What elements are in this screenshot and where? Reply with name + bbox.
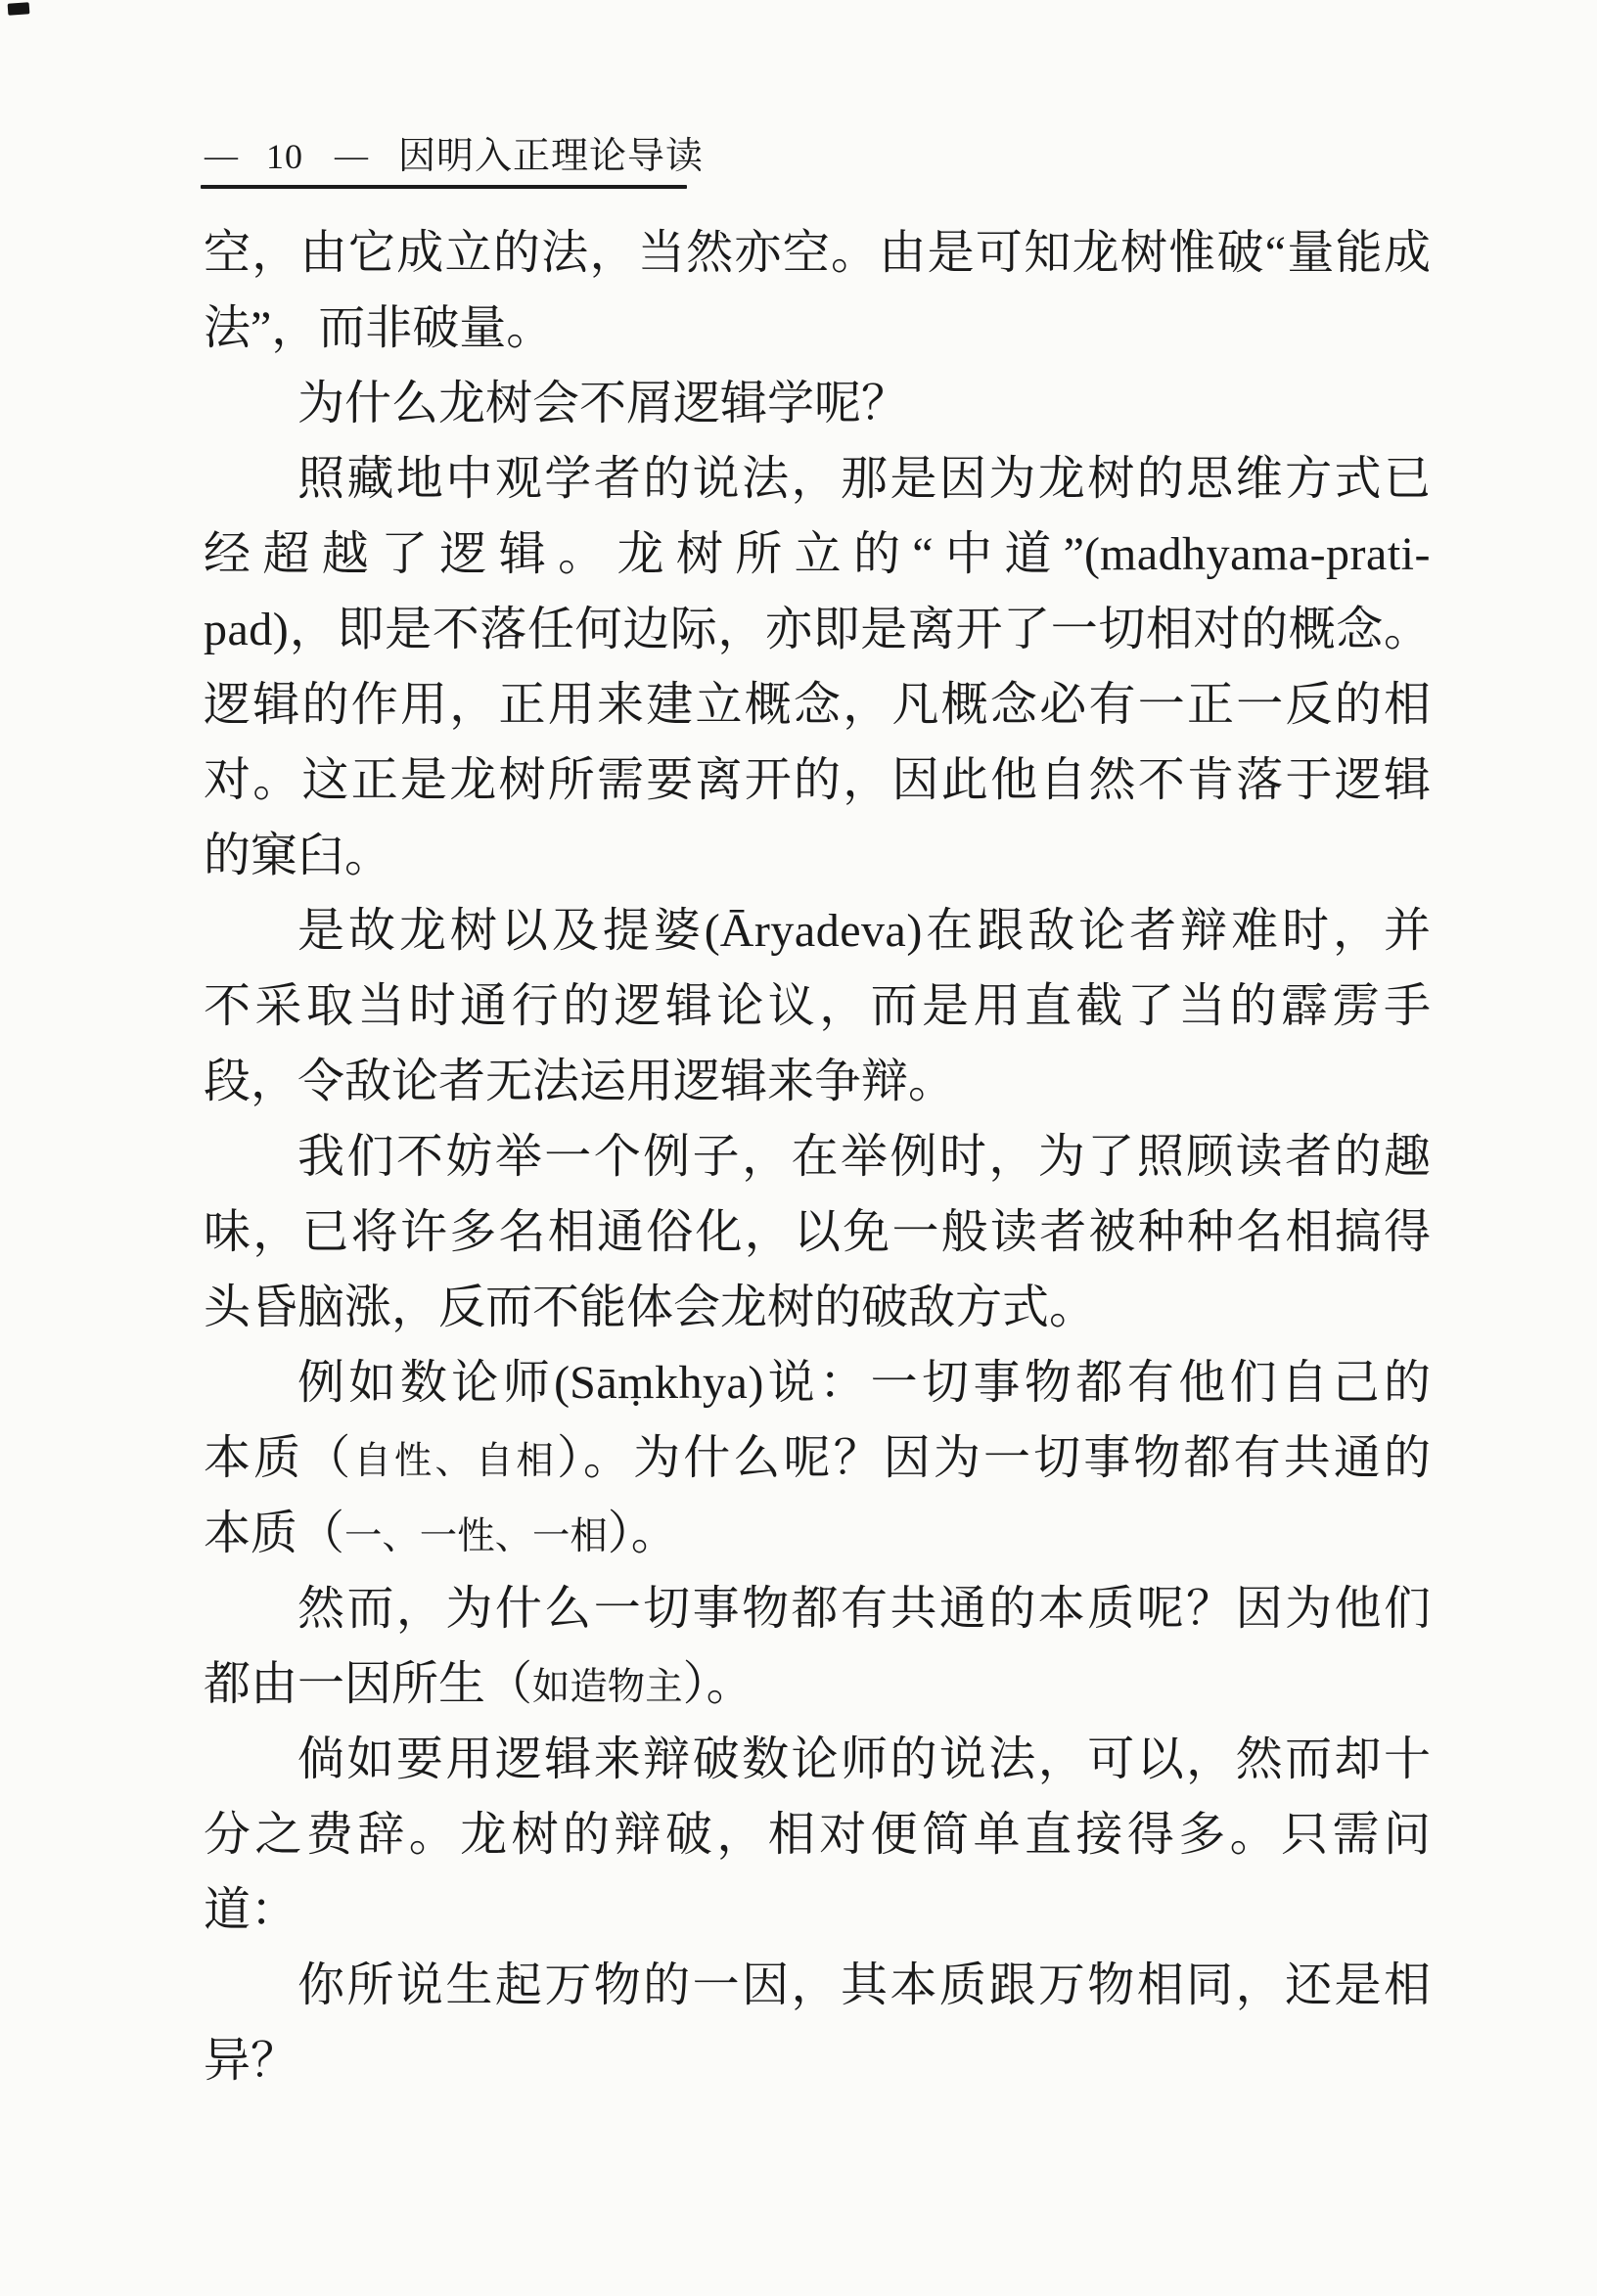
text-line xyxy=(204,1420,1431,1496)
text-line xyxy=(204,893,1431,968)
page-number: 10 xyxy=(266,137,303,176)
header-rule xyxy=(201,185,687,189)
cjk-text: 本质（ xyxy=(204,1432,354,1484)
cjk-text: 是故龙树以及提婆( xyxy=(297,905,720,957)
text-line xyxy=(204,215,1431,291)
cjk-text: 然而，为什么一切事物都有共通的本质呢？因为他们 xyxy=(297,1583,1431,1635)
text-line xyxy=(204,291,1431,366)
latin-term: pad) xyxy=(204,604,290,655)
cjk-text: 的窠臼。 xyxy=(204,830,392,881)
scan-artifact-mark xyxy=(8,2,30,16)
text-line xyxy=(204,1722,1431,1797)
cjk-text: 逻辑的作用，正用来建立概念，凡概念必有一正一反的相 xyxy=(204,679,1431,731)
latin-term: Sāṃkhya xyxy=(570,1357,749,1409)
page-header xyxy=(201,135,704,178)
text-line xyxy=(204,818,1431,893)
cjk-text: ）。 xyxy=(682,1658,753,1710)
text-line xyxy=(204,1044,1431,1119)
cjk-text: 例如数论师( xyxy=(297,1357,570,1409)
small-annotation: 自性、自相 xyxy=(353,1441,557,1482)
cjk-text: 不采取当时通行的逻辑论议，而是用直截了当的霹雳手 xyxy=(204,980,1431,1032)
cjk-text: 你所说生起万物的一因，其本质跟万物相同，还是相 xyxy=(297,1959,1431,2011)
cjk-text: 经超越了逻辑。龙树所立的“中道”( xyxy=(204,528,1100,580)
text-line xyxy=(204,1194,1431,1270)
text-line xyxy=(204,968,1431,1044)
text-line xyxy=(204,1496,1431,1571)
cjk-text: 道： xyxy=(204,1884,298,1936)
text-line xyxy=(204,1797,1431,1872)
cjk-text: 法”，而非破量。 xyxy=(204,302,554,354)
header-dash-left: — xyxy=(205,138,239,174)
cjk-text: 分之费辞。龙树的辩破，相对便简单直接得多。只需问 xyxy=(204,1809,1431,1861)
cjk-text: )说：一切事物都有他们自己的 xyxy=(748,1357,1431,1409)
cjk-text: 段，令敌论者无法运用逻辑来争辩。 xyxy=(204,1056,956,1107)
text-line xyxy=(204,667,1431,743)
text-line xyxy=(204,1948,1431,2023)
header-dash-right: — xyxy=(335,138,369,174)
latin-term: Āryadeva xyxy=(719,905,907,957)
cjk-text: 都由一因所生（ xyxy=(204,1658,533,1710)
small-annotation: 如造物主 xyxy=(532,1667,683,1708)
cjk-text: )在跟敌论者辩难时，并 xyxy=(906,905,1431,957)
small-annotation: 一、一性、一相 xyxy=(344,1516,608,1557)
cjk-text: 倘如要用逻辑来辩破数论师的说法，可以，然而却十 xyxy=(297,1733,1431,1785)
text-line xyxy=(204,1646,1431,1722)
book-title: 因明入正理论导读 xyxy=(398,136,705,177)
text-line xyxy=(204,1119,1431,1194)
text-block xyxy=(204,215,1431,2098)
cjk-text: ，即是不落任何边际，亦即是离开了一切相对的概念。 xyxy=(289,604,1431,655)
cjk-text: 空，由它成立的法，当然亦空。由是可知龙树惟破“量能成 xyxy=(204,227,1431,279)
cjk-text: 头昏脑涨，反而不能体会龙树的破敌方式。 xyxy=(204,1282,1097,1333)
text-line xyxy=(204,517,1431,592)
latin-term: madhyama-prati- xyxy=(1099,528,1431,580)
text-line xyxy=(204,366,1431,441)
cjk-text: 照藏地中观学者的说法，那是因为龙树的思维方式已 xyxy=(297,453,1431,505)
cjk-text: 味，已将许多名相通俗化，以免一般读者被种种名相搞得 xyxy=(204,1206,1431,1258)
text-line xyxy=(204,2023,1431,2098)
text-line xyxy=(204,1345,1431,1420)
text-line xyxy=(204,441,1431,517)
cjk-text: 对。这正是龙树所需要离开的，因此他自然不肯落于逻辑 xyxy=(204,754,1431,806)
cjk-text: 我们不妨举一个例子，在举例时，为了照顾读者的趣 xyxy=(297,1131,1431,1183)
cjk-text: 异？ xyxy=(204,2035,298,2087)
text-line xyxy=(204,1571,1431,1646)
text-line xyxy=(204,1872,1431,1948)
cjk-text: ）。 xyxy=(607,1508,678,1559)
cjk-text: 为什么龙树会不屑逻辑学呢？ xyxy=(297,378,909,429)
text-line xyxy=(204,743,1431,818)
text-line xyxy=(204,592,1431,667)
text-line xyxy=(204,1270,1431,1345)
cjk-text: ）。为什么呢？因为一切事物都有共通的 xyxy=(556,1432,1431,1484)
cjk-text: 本质（ xyxy=(204,1508,345,1559)
